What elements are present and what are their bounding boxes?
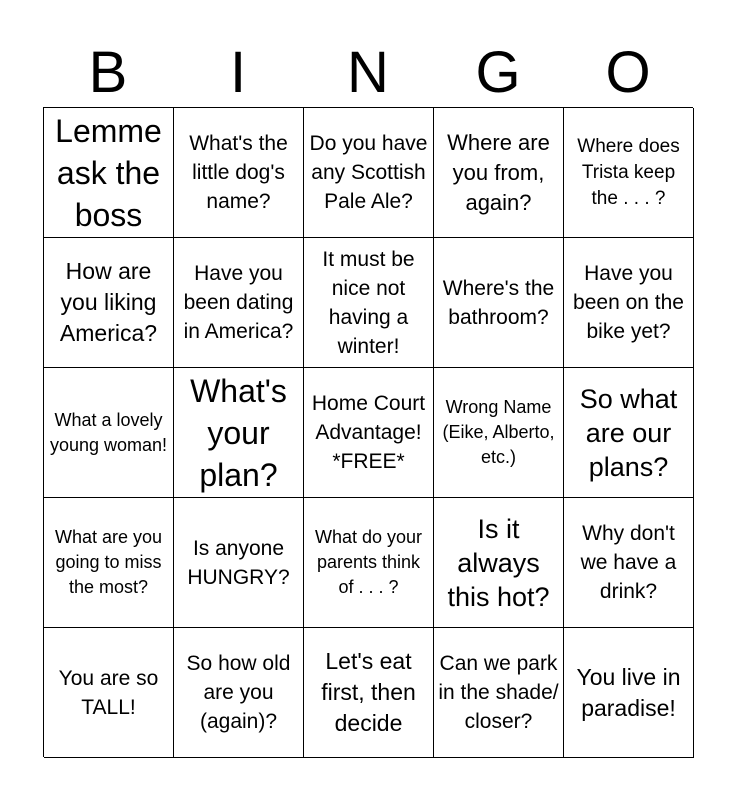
- bingo-cell-r2-c3[interactable]: [304, 238, 434, 368]
- bingo-cell-r1-c2[interactable]: [174, 108, 304, 238]
- bingo-cell-r2-c1[interactable]: [44, 238, 174, 368]
- bingo-header: [43, 40, 693, 106]
- bingo-cell-r5-c3[interactable]: [304, 628, 434, 758]
- bingo-cell-text: Is anyone HUNGRY?: [187, 536, 290, 589]
- bingo-cell-text: Lemme ask the boss: [55, 112, 162, 233]
- bingo-cell-text: Have you been dating in America?: [183, 262, 294, 343]
- header-letter-b: B: [88, 40, 128, 105]
- bingo-cell-r2-c2[interactable]: [174, 238, 304, 368]
- bingo-cell-text: Where are you from, again?: [447, 129, 550, 215]
- bingo-cell-r1-c3[interactable]: [304, 108, 434, 238]
- bingo-cell-r2-c5[interactable]: [564, 238, 694, 368]
- bingo-cell-text: It must be nice not having a winter!: [322, 247, 415, 358]
- bingo-cell-r3-c1[interactable]: [44, 368, 174, 498]
- bingo-cell-r3-c5[interactable]: [564, 368, 694, 498]
- bingo-cell-r4-c1[interactable]: [44, 498, 174, 628]
- bingo-cell-text: So what are our plans?: [579, 383, 678, 482]
- bingo-cell-text: Home Court Advantage! *FREE*: [311, 392, 426, 473]
- bingo-cell-r4-c3[interactable]: [304, 498, 434, 628]
- bingo-cell-r5-c4[interactable]: [434, 628, 564, 758]
- bingo-cell-r1-c4[interactable]: [434, 108, 564, 238]
- header-letter-o: O: [605, 40, 651, 105]
- bingo-cell-text: You live in paradise!: [576, 663, 681, 721]
- bingo-cell-text: What's your plan?: [190, 372, 287, 493]
- header-letter-g: G: [475, 40, 521, 105]
- bingo-cell-r4-c4[interactable]: [434, 498, 564, 628]
- bingo-cell-r5-c5[interactable]: [564, 628, 694, 758]
- bingo-cell-text: What are you going to miss the most?: [54, 527, 163, 597]
- bingo-cell-text: Have you been on the bike yet?: [573, 262, 684, 343]
- bingo-cell-r3-c4[interactable]: [434, 368, 564, 498]
- bingo-cell-r4-c2[interactable]: [174, 498, 304, 628]
- bingo-cell-text: Is it always this hot?: [447, 513, 550, 612]
- header-letter-i: I: [229, 40, 247, 105]
- bingo-cell-r5-c2[interactable]: [174, 628, 304, 758]
- bingo-cell-r1-c1[interactable]: [44, 108, 174, 238]
- header-letter-n: N: [347, 40, 389, 105]
- bingo-cell-r3-c2[interactable]: [174, 368, 304, 498]
- bingo-cell-text: Where does Trista keep the . . . ?: [577, 135, 680, 209]
- bingo-cell-text: Where's the bathroom?: [442, 276, 555, 329]
- bingo-cell-text: Can we park in the shade/ closer?: [438, 652, 559, 733]
- bingo-cell-r2-c4[interactable]: [434, 238, 564, 368]
- bingo-cell-text: How are you liking America?: [59, 258, 158, 346]
- bingo-cell-text: What a lovely young woman!: [49, 409, 168, 455]
- bingo-cell-text: Wrong Name (Eike, Alberto, etc.): [442, 397, 555, 467]
- bingo-cell-r1-c5[interactable]: [564, 108, 694, 238]
- bingo-cell-text: Do you have any Scottish Pale Ale?: [309, 132, 428, 213]
- bingo-cell-r3-c3[interactable]: [304, 368, 434, 498]
- bingo-cell-r5-c1[interactable]: [44, 628, 174, 758]
- bingo-cell-r4-c5[interactable]: [564, 498, 694, 628]
- bingo-cell-text: What's the little dog's name?: [189, 132, 288, 213]
- bingo-cell-text: What do your parents think of . . . ?: [314, 527, 423, 597]
- bingo-board: [43, 107, 693, 757]
- bingo-cell-text: You are so TALL!: [58, 666, 159, 719]
- bingo-cell-text: So how old are you (again)?: [186, 652, 291, 733]
- bingo-cell-text: Let's eat first, then decide: [321, 648, 416, 736]
- bingo-cell-text: Why don't we have a drink?: [580, 522, 677, 603]
